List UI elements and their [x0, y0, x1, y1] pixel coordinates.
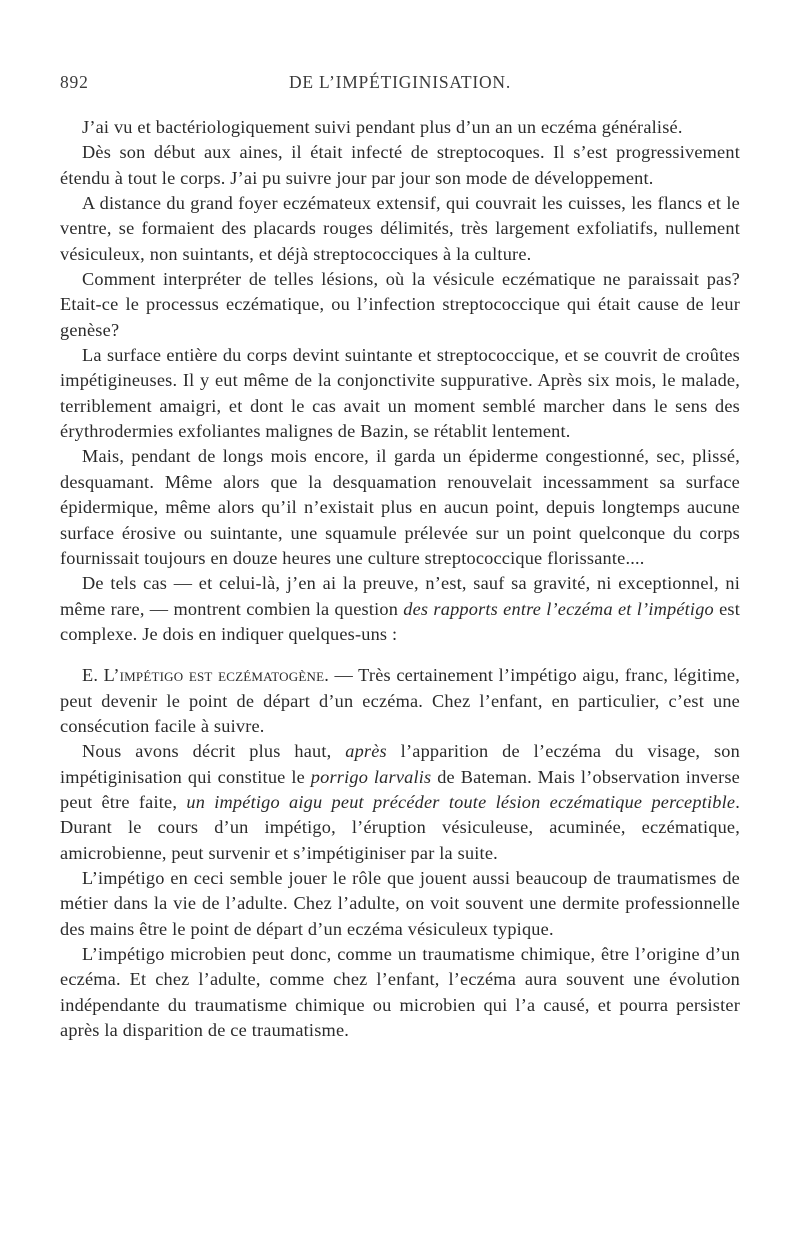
page-body — [60, 115, 740, 1043]
paragraph: L’impétigo en ceci semble jouer le rôle que jouent aussi beaucoup de traumatismes de métier dans la vie de l’adulte. Chez l’adulte, on voit souvent une dermite professionnelle des mains être le point de départ d’un eczéma vésiculeux typique. — [60, 867, 740, 939]
paragraph — [60, 571, 740, 647]
paragraph-text: . Durant le cours d’un impétigo, l’éruption vésiculeuse, acuminée, eczématique, amicrobienne, peut survenir et s’impétiginiser par la suite. — [60, 791, 740, 863]
paragraph: Comment interpréter de telles lésions, où la vésicule eczématique ne paraissait pas? Etait-ce le processus eczématique, ou l’infection streptococcique qui était cause de leur genèse? — [60, 269, 740, 340]
paragraph-text: l’apparition de l’eczéma du visage, son impétiginisation qui constitue le — [60, 741, 740, 787]
paragraph: L’impétigo microbien peut donc, comme un traumatisme chimique, être l’origine d’un eczéma. Et chez l’adulte, comme chez l’enfant, l’eczéma aura souvent une évolution indépendante du traumatisme chimique ou microbien qui l’a causé, et pourra persister après la disparition de ce traumatisme. — [60, 944, 740, 1041]
paragraph: La surface entière du corps devint suintante et streptococcique, et se couvrit de croûtes impétigineuses. Il y eut même de la conjonctivite suppurative. Après six mois, le malade, terriblement amaigri, et dont le cas avait un moment semblé marcher dans le sens des érythrodermies exfoliantes malignes de Bazin, se rétablit lentement. — [60, 345, 740, 442]
paragraph-text: de Bateman. Mais l’observation inverse peut être faite, — [60, 766, 740, 812]
page-header — [60, 72, 740, 96]
paragraph-text: est complexe. Je dois en indiquer quelques-uns : — [60, 598, 740, 644]
paragraph — [60, 739, 740, 866]
section-paragraph — [60, 663, 740, 739]
paragraph: J’ai vu et bactériologiquement suivi pendant plus d’un an un eczéma généralisé. — [82, 117, 683, 137]
book-page — [60, 72, 740, 1043]
section-heading: E. L’impétigo est eczématogène. — [82, 665, 329, 686]
paragraph: Mais, pendant de longs mois encore, il garda un épiderme congestionné, sec, plissé, desquamant. Même alors que la desquamation renouvelait incessamment sa surface épidermique, même alors qu’il n’existait plus en aucun point, depuis longtemps aucune surface érosive ou suintante, une squamule prélevée sur un point quelconque du corps fournissait toujours en douze heures une culture streptococcique florissante.... — [60, 446, 740, 568]
italic-phrase: un impétigo aigu peut précéder toute lésion eczématique perceptible — [186, 791, 736, 812]
italic-phrase: des rapports entre l’eczéma et l’impétigo — [403, 598, 714, 619]
paragraph-text: De tels cas — et celui-là, j’en ai la preuve, n’est, sauf sa gravité, ni exceptionnel, ni même rare, — montrent combien la question — [60, 573, 740, 619]
paragraph: Dès son début aux aines, il était infecté de streptocoques. Il s’est progressivement étendu à tout le corps. J’ai pu suivre jour par jour son mode de développement. — [60, 142, 740, 188]
italic-phrase: porrigo larvalis — [310, 766, 432, 787]
paragraph-text: — Très certainement l’impétigo aigu, franc, légitime, peut devenir le point de départ d’un eczéma. Chez l’enfant, en particulier, c’est une consécution facile à suivre. — [60, 665, 740, 736]
paragraph-text: Nous avons décrit plus haut, — [82, 741, 346, 762]
running-title: DE L’IMPÉTIGINISATION. — [288, 72, 512, 92]
paragraph: A distance du grand foyer eczémateux extensif, qui couvrait les cuisses, les flancs et le ventre, se formaient des placards rouges délimités, très largement exfoliatifs, nullement vésiculeux, non suintants, et déjà streptococciques à la culture. — [60, 193, 740, 264]
page-number: 892 — [60, 72, 89, 92]
italic-phrase: après — [345, 741, 387, 762]
